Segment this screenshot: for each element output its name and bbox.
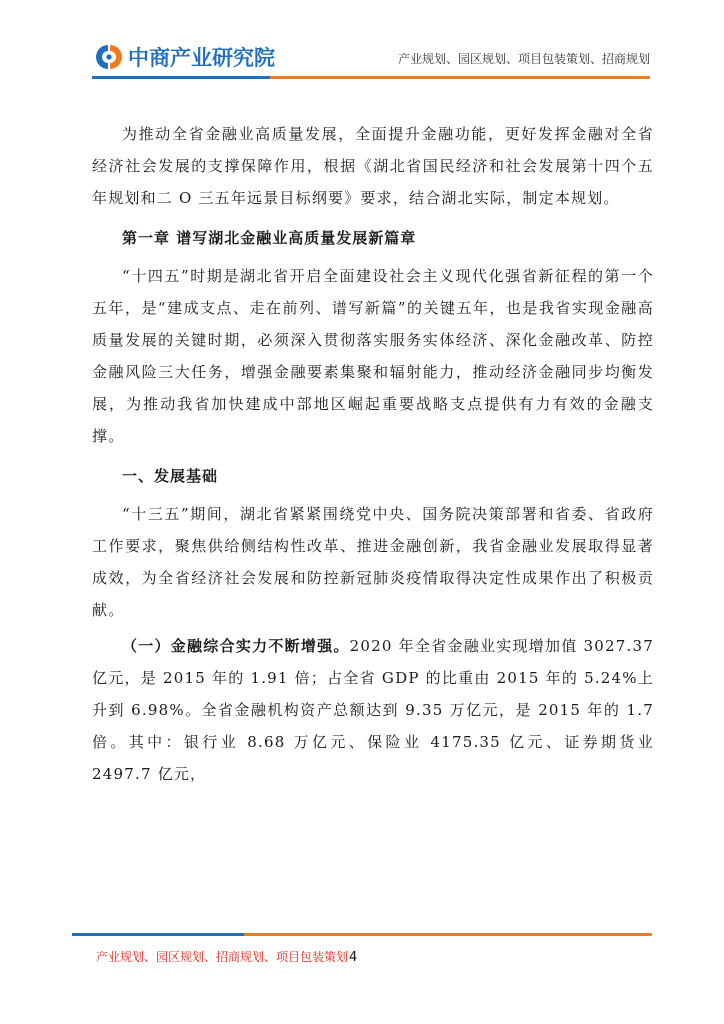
logo-text: 中商产业研究院 <box>128 46 275 70</box>
footer-tagline: 产业规划、园区规划、招商规划、项目包装策划 <box>96 950 349 964</box>
item-lead: （一）金融综合实力不断增强。 <box>122 637 350 655</box>
logo-icon <box>94 42 124 72</box>
page-footer <box>96 948 357 965</box>
header-tagline: 产业规划、园区规划、项目包装策划、招商规划 <box>397 52 650 66</box>
section-paragraph: “十三五”期间，湖北省紧紧围绕党中央、国务院决策部署和省委、省政府工作要求，聚焦供给侧结构性改革、推进金融创新，我省金融业发展取得显著成效，为全省经济社会发展和防控新冠肺炎疫情取得决定性成果作出了积极贡献。 <box>92 505 654 619</box>
chapter-paragraph: “十四五”时期是湖北省开启全面建设社会主义现代化强省新征程的第一个五年，是“建成支点、走在前列、谱写新篇”的关键五年，也是我省实现金融高质量发展的关键时期，必须深入贯彻落实服务实体经济、深化金融改革、防控金融风险三大任务，增强金融要素集聚和辐射能力，推动经济金融同步均衡发展，为推动我省加快建成中部地区崛起重要战略支点提供有力有效的金融支撑。 <box>92 267 654 445</box>
header-divider-orange <box>270 76 650 79</box>
item-paragraph <box>92 630 654 790</box>
section-title: 一、发展基础 <box>122 467 219 485</box>
page-number: 4 <box>349 950 358 965</box>
header-divider-blue <box>92 76 270 79</box>
document-body <box>92 118 654 790</box>
item-text: 2020 年全省金融业实现增加值 3027.37 亿元，是 2015 年的 1.91 倍；占全省 GDP 的比重由 2015 年的 5.24%上升到 6.98%。全省金融机构资产总额达到 9.35 万亿元，是 2015 年的 1.7 倍。其中：银行业 8.68 万亿元、保险业 4175.35 亿元、证券期货业 2497.7 亿元， <box>92 637 654 783</box>
footer-divider-orange <box>244 933 652 936</box>
footer-divider-blue <box>72 933 244 936</box>
page-header <box>0 0 724 80</box>
chapter-title: 第一章 谱写湖北金融业高质量发展新篇章 <box>122 229 417 247</box>
intro-paragraph: 为推动全省金融业高质量发展，全面提升金融功能，更好发挥金融对全省经济社会发展的支撑保障作用，根据《湖北省国民经济和社会发展第十四个五年规划和二 O 三五年远景目标纲要》要求，结合湖北实际，制定本规划。 <box>92 125 654 207</box>
brand-logo[interactable] <box>94 42 275 72</box>
